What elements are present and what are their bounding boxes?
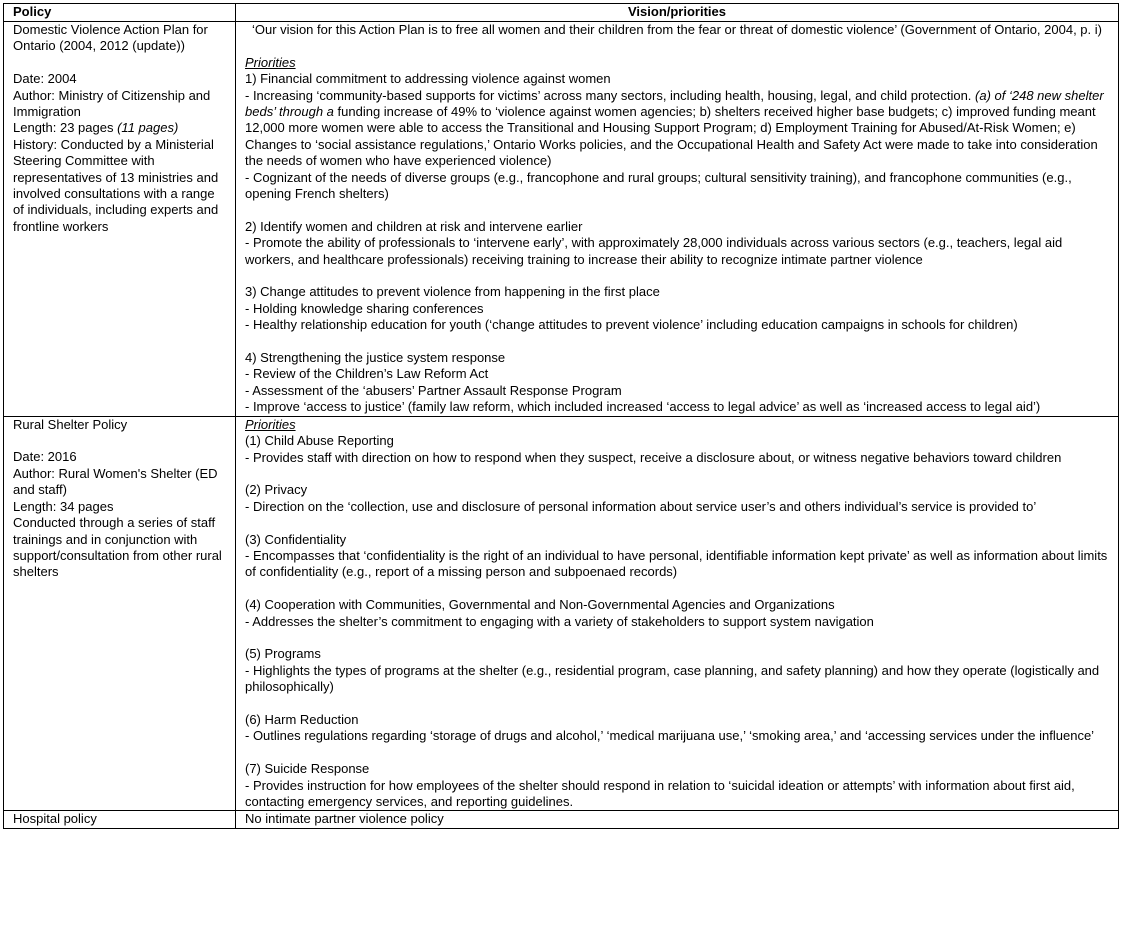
priority-detail-text: funding increase of 49% to ‘violence against women agencies; b) shelters received higher base budgets; c) improved funding meant 12,000 more women were able to access the Transitional and Housing Support Program; d) Employment Training for Abused/At-Risk Women; e) Changes to ‘social assistance regulations,’ Ontario Works policies, and the Occupational Health and Safety Act were made to take into consideration the needs of women who have experienced violence): [245, 104, 1098, 169]
priority-detail: [245, 88, 1109, 170]
policy-author: Author: Ministry of Citizenship and Immigration: [13, 87, 211, 120]
policy-name: Domestic Violence Action Plan for Ontario (2004, 2012 (update)): [13, 22, 208, 54]
table-row: [4, 811, 1119, 829]
policy-table: [3, 3, 1119, 829]
policy-cell: [4, 811, 236, 829]
policy-history: Conducted through a series of staff trainings and in conjunction with support/consultation from other rural shelters: [13, 515, 222, 580]
priority-title: 2) Identify women and children at risk and intervene earlier: [245, 218, 583, 234]
priority-title: (5) Programs: [245, 646, 321, 662]
priority-title: 4) Strengthening the justice system response: [245, 350, 506, 366]
priority-detail-text: - Increasing ‘community-based supports for victims’ across many sectors, including health, housing, legal, and child protection.: [245, 87, 976, 103]
priority-detail: - Improve ‘access to justice’ (family law reform, which included increased ‘access to legal advice’ as well as ‘increased access to legal aid’): [245, 399, 1041, 415]
priority-detail: - Outlines regulations regarding ‘storage of drugs and alcohol,’ ‘medical marijuana use,’ ‘smoking area,’ and ‘accessing services under the influence’: [245, 728, 1095, 744]
priority-detail: - Encompasses that ‘confidentiality is the right of an individual to have personal, identifiable information kept private’ as well as information about limits of confidentiality (e.g., report of a missing person and subpoenaed records): [245, 547, 1108, 580]
policy-date: Date: 2016: [13, 449, 77, 465]
priority-title: (6) Harm Reduction: [245, 711, 359, 727]
priority-detail-italic: (a) of ‘248 new shelter beds’ through a: [245, 87, 1104, 120]
priority-title: 1) Financial commitment to addressing violence against women: [245, 71, 611, 87]
priority-detail: - Cognizant of the needs of diverse groups (e.g., francophone and rural groups; cultural sensitivity training), and francophone communities (e.g., opening French shelters): [245, 169, 1072, 202]
priority-detail: - Healthy relationship education for youth (‘change attitudes to prevent violence’ including education campaigns in schools for children): [245, 317, 1018, 333]
priority-detail: - Assessment of the ‘abusers’ Partner Assault Response Program: [245, 382, 622, 398]
priority-detail: - Provides staff with direction on how to respond when they suspect, receive a disclosure about, or witness negative behaviors toward children: [245, 449, 1062, 465]
policy-length: Length: 34 pages: [13, 498, 114, 514]
header-vision-priorities: Vision/priorities: [236, 4, 1119, 22]
priorities-heading: Priorities: [245, 54, 296, 70]
priorities-heading: Priorities: [245, 416, 296, 432]
policy-cell: [4, 22, 236, 417]
vision-cell: [236, 811, 1119, 829]
priority-detail: - Review of the Children’s Law Reform Act: [245, 366, 489, 382]
policy-cell: [4, 416, 236, 811]
priority-title: (7) Suicide Response: [245, 761, 370, 777]
vision-text: No intimate partner violence policy: [245, 811, 444, 827]
policy-name: Hospital policy: [13, 811, 97, 827]
priority-detail: - Highlights the types of programs at the shelter (e.g., residential program, case planning, and safety planning) and how they operate (logistically and philosophically): [245, 662, 1100, 695]
priority-title: (4) Cooperation with Communities, Governmental and Non-Governmental Agencies and Organizations: [245, 597, 835, 613]
policy-length: [13, 120, 226, 136]
policy-history: History: Conducted by a Ministerial Steering Committee with representatives of 13 ministries and involved consultations with a range of individuals, including experts and frontline workers: [13, 136, 219, 234]
priority-detail: - Holding knowledge sharing conferences: [245, 300, 484, 316]
table-row: [4, 416, 1119, 811]
priority-title: (1) Child Abuse Reporting: [245, 433, 394, 449]
priority-title: 3) Change attitudes to prevent violence from happening in the first place: [245, 284, 660, 300]
header-policy: Policy: [4, 4, 236, 22]
policy-length-text: Length: 23 pages: [13, 120, 118, 136]
policy-name: Rural Shelter Policy: [13, 416, 128, 432]
priority-detail: - Provides instruction for how employees of the shelter should respond in relation to ‘suicidal ideation or attempts’ with information about first aid, contacting emergency services, and reporting guidelines.: [245, 777, 1075, 809]
priority-title: (3) Confidentiality: [245, 531, 347, 547]
vision-cell: [236, 416, 1119, 811]
policy-length-note: (11 pages): [117, 120, 179, 136]
vision-quote: ‘Our vision for this Action Plan is to free all women and their children from the fear or threat of domestic violence’ (Government of Ontario, 2004, p. i): [252, 22, 1102, 37]
vision-cell: [236, 22, 1119, 417]
priority-detail: - Promote the ability of professionals to ‘intervene early’, with approximately 28,000 individuals across various sectors (e.g., teachers, legal aid workers, and healthcare professionals) receiving training to increase their ability to recognize intimate partner violence: [245, 235, 1063, 267]
policy-author: Author: Rural Women's Shelter (ED and staff): [13, 465, 218, 498]
priority-title: (2) Privacy: [245, 482, 308, 498]
priority-detail: - Addresses the shelter’s commitment to engaging with a variety of stakeholders to support system navigation: [245, 613, 874, 629]
table-row: [4, 22, 1119, 417]
priority-detail: - Direction on the ‘collection, use and disclosure of personal information about service user’s and others individual’s service is provided to’: [245, 498, 1037, 514]
table-header-row: [4, 4, 1119, 22]
policy-date: Date: 2004: [13, 71, 77, 87]
